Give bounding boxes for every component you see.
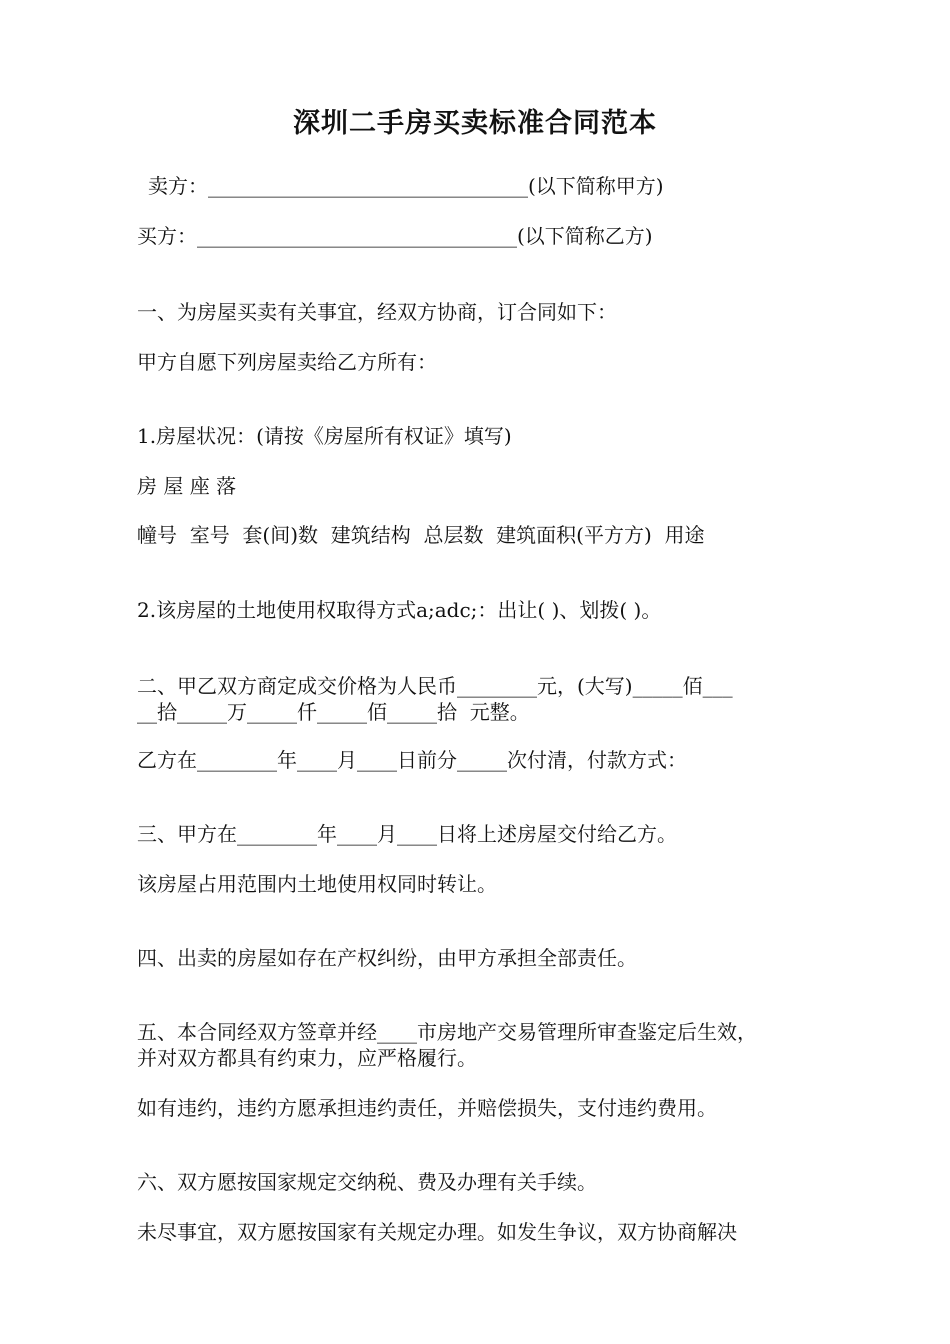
dispute-line: 未尽事宜，双方愿按国家有关规定办理。如发生争议，双方协商解决 (137, 1220, 737, 1244)
clause-1-heading: 一、为房屋买卖有关事宜，经双方协商，订合同如下： (137, 300, 617, 324)
house-location-line: 房 屋 座 落 (137, 474, 237, 498)
payment-line: 乙方在________年____月____日前分_____次付清，付款方式： (137, 748, 687, 772)
clause-6-line: 六、双方愿按国家规定交纳税、费及办理有关手续。 (137, 1170, 597, 1194)
clause-3-line: 三、甲方在________年____月____日将上述房屋交付给乙方。 (137, 822, 677, 846)
clause-1-text: 甲方自愿下列房屋卖给乙方所有： (137, 350, 437, 374)
clause-5-line-1: 五、本合同经双方签章并经____市房地产交易管理所审查鉴定后生效， (137, 1020, 757, 1044)
land-use-line: 2.该房屋的土地使用权取得方式a;adc;：出让( )、划拨( )。 (137, 598, 662, 622)
clause-2-line-2: __拾_____万_____仟_____佰_____拾 元整。 (137, 700, 530, 724)
house-fields-line: 幢号 室号 套(间)数 建筑结构 总层数 建筑面积(平方方) 用途 (137, 523, 705, 547)
clause-4-line: 四、出卖的房屋如存在产权纠纷，由甲方承担全部责任。 (137, 946, 637, 970)
land-transfer-line: 该房屋占用范围内土地使用权同时转让。 (137, 872, 497, 896)
clause-5-line-2: 并对双方都具有约束力，应严格履行。 (137, 1046, 477, 1070)
seller-line: 卖方：________________________________(以下简称甲方) (148, 174, 664, 198)
buyer-line: 买方：________________________________(以下简称乙方) (137, 224, 653, 248)
breach-line: 如有违约，违约方愿承担违约责任，并赔偿损失，支付违约费用。 (137, 1096, 717, 1120)
clause-2-line-1: 二、甲乙双方商定成交价格为人民币________元，(大写)_____佰___ (137, 674, 733, 698)
document-title: 深圳二手房买卖标准合同范本 (293, 108, 657, 139)
house-status-line: 1.房屋状况：(请按《房屋所有权证》填写) (137, 424, 512, 448)
